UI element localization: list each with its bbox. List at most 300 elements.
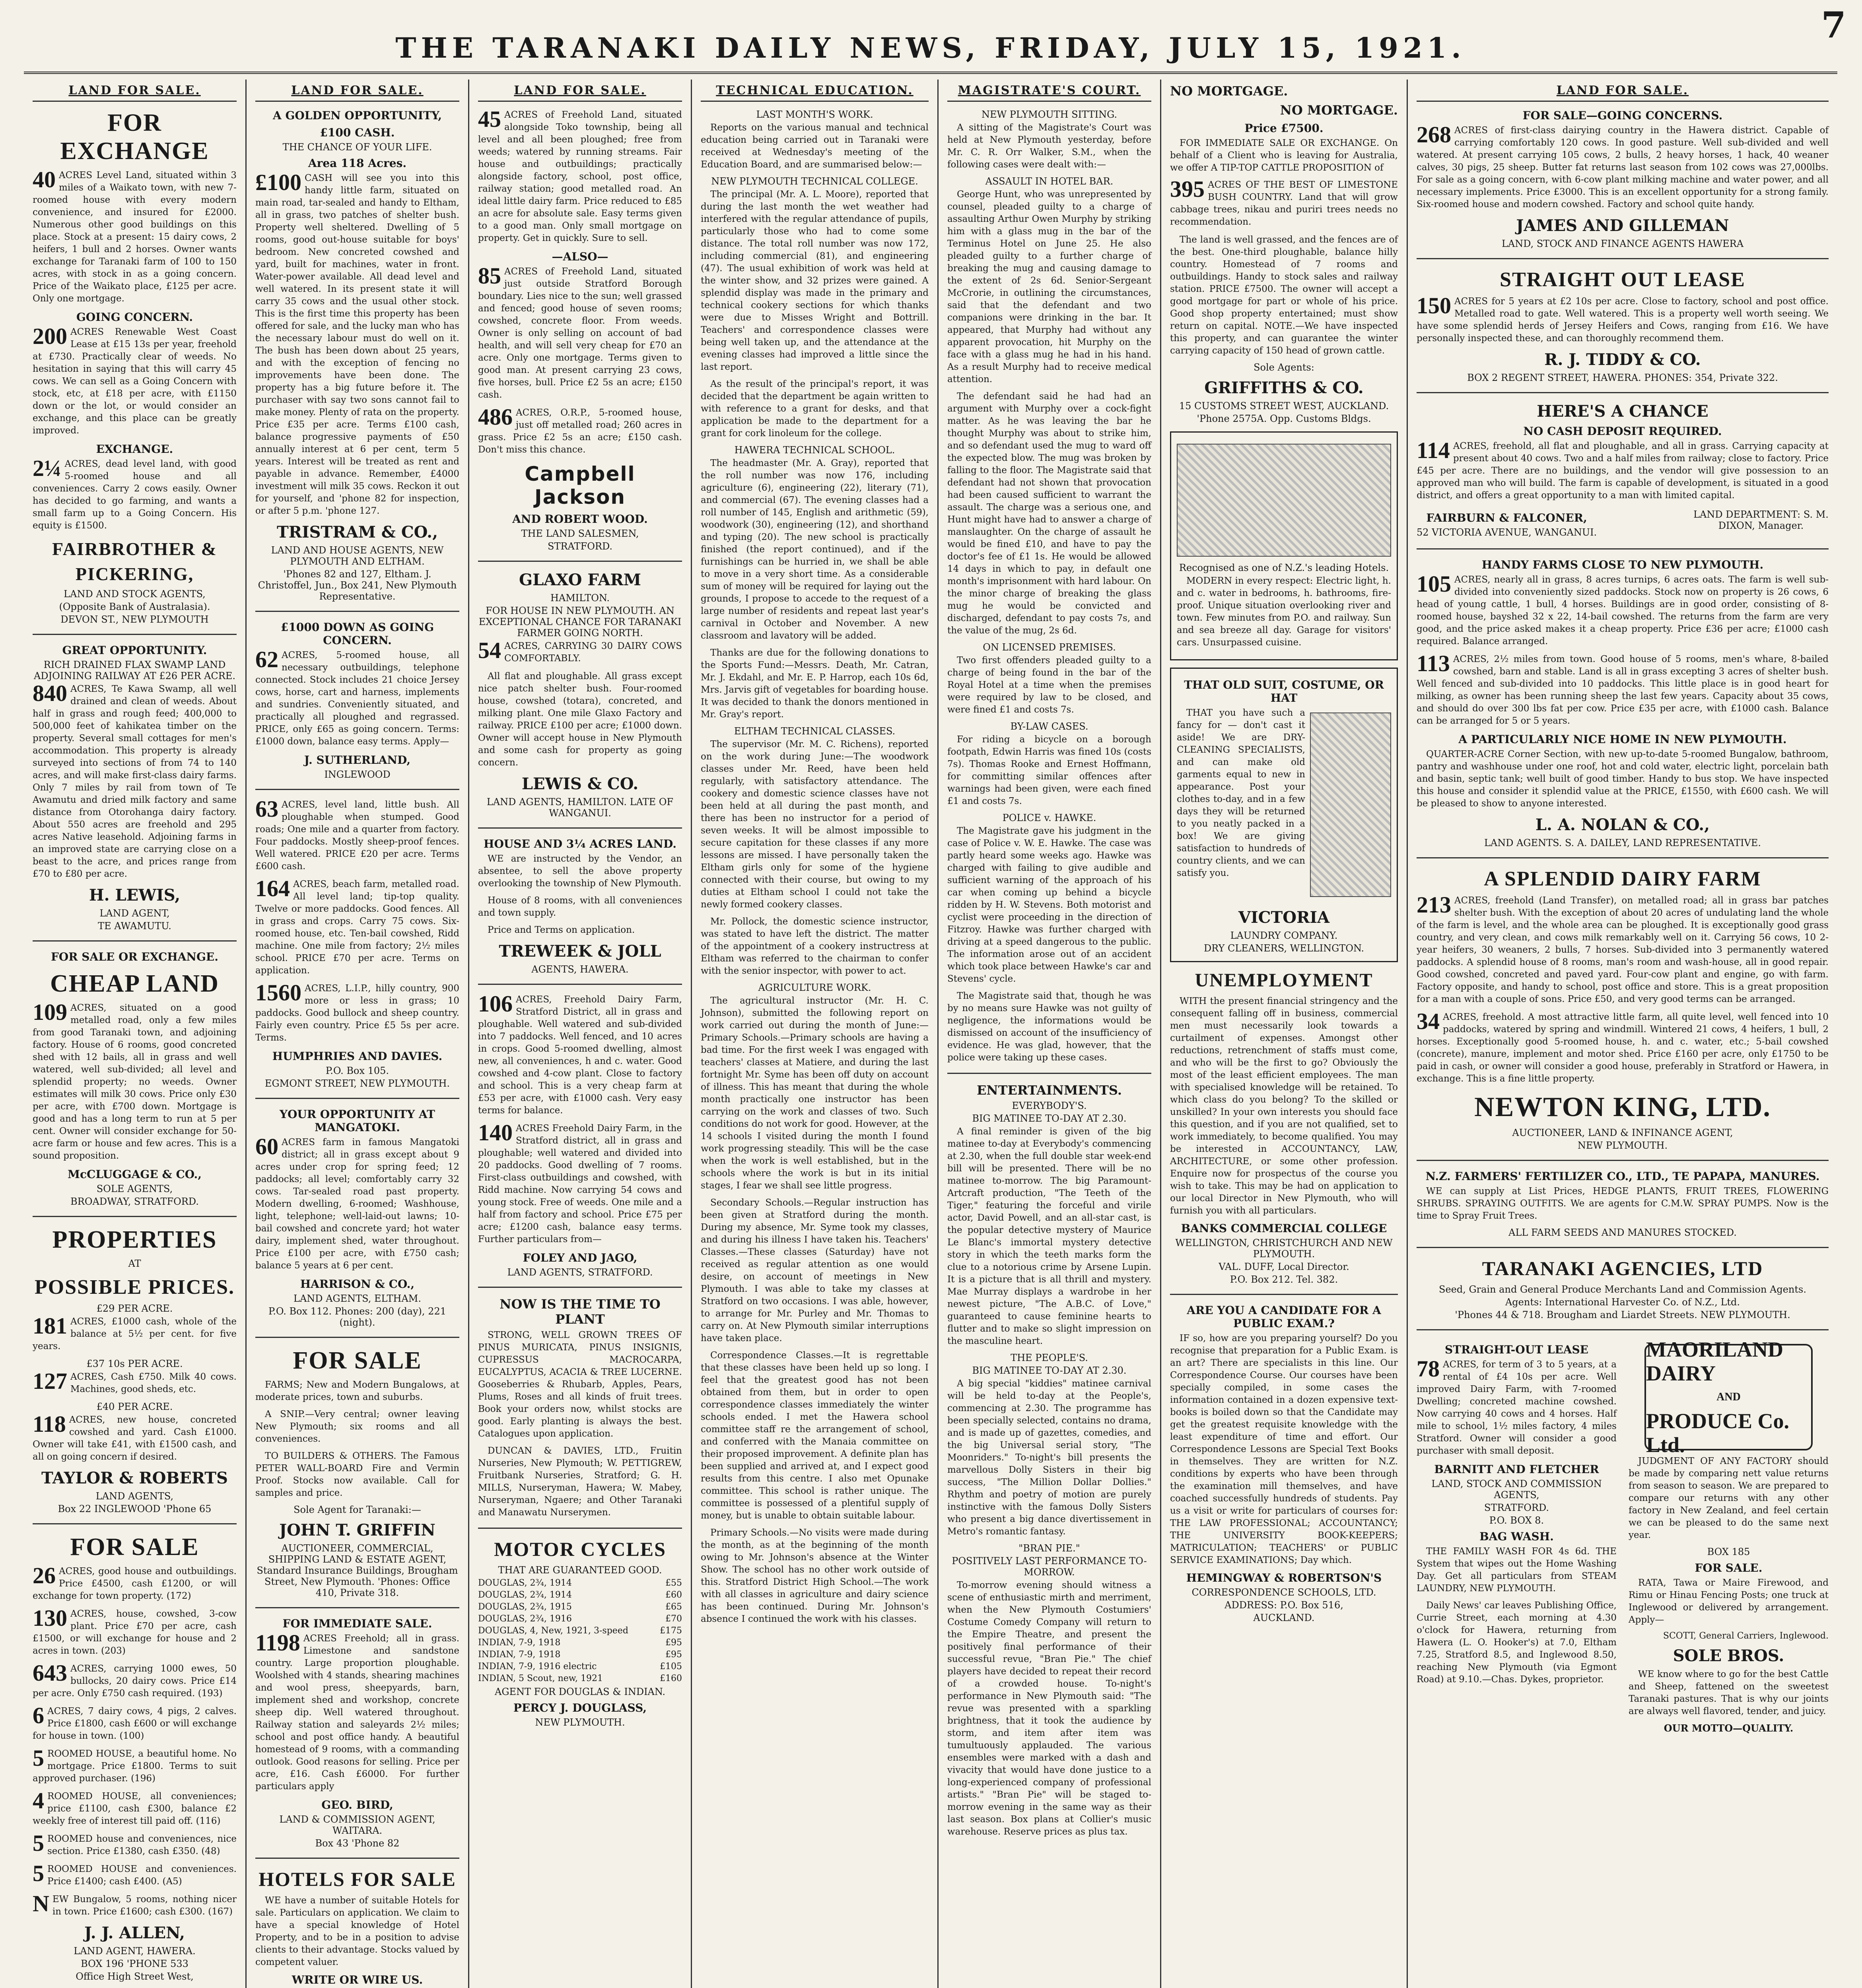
motorcycle-name: DOUGLAS, 2¾, 1916 — [478, 1614, 572, 1624]
ad-text: ACRES Freehold; all in grass. Limestone and sandstone country. Large proportion ploughable. Woolshed with 4 stands, shearing machines and wool press, sheepyards, barn, implement shed and workshop, concrete sheep dip. Well watered throughout. Railway station and saleyards 2½ miles; school and post office handy. A beautiful homestead of 9 rooms, with a commanding outlook. Good reasons for selling. Price per acre, £16. Cash £6000. For further particulars apply — [255, 1633, 459, 1792]
ad-heading: A GOLDEN OPPORTUNITY, — [272, 109, 442, 122]
ad-subheading: WRITE OR WIRE US. — [292, 1973, 423, 1986]
ad-text: THE FAMILY WASH FOR 4s 6d. THE System that wipes out the Home Washing Day. Get all particulars from STEAM LAUNDRY, NEW PLYMOUTH. — [1417, 1546, 1617, 1594]
hotel-illustration — [1177, 444, 1391, 557]
divider — [1417, 1160, 1829, 1161]
ad-subheading: THE CHANCE OF YOUR LIFE. — [282, 142, 432, 153]
ad-heading: PROPERTIES — [52, 1226, 217, 1253]
ad-heading: POSSIBLE PRICES. — [34, 1276, 235, 1299]
land-ad — [33, 680, 237, 880]
agent-subtitle: LAND AGENTS, HAMILTON. LATE OF WANGANUI. — [486, 796, 674, 819]
agent-name: SOLE BROS. — [1673, 1646, 1784, 1665]
motorcycle-name: INDIAN, 7-9, 1918 — [478, 1638, 561, 1648]
land-ad — [33, 1705, 237, 1742]
price-line: £40 PER ACRE. — [96, 1401, 173, 1412]
agent-address: Office High Street West, — [76, 1971, 194, 1982]
ad-text: ACRES, good house and outbuildings. Price £4500, cash £1200, or will exchange for town property. (172) — [33, 1566, 237, 1601]
section-head: LAND FOR SALE. — [1417, 80, 1829, 102]
page-columns — [24, 80, 1837, 1988]
ad-text: ACRES, freehold. A most attractive little farm, all quite level, well fenced into 10 paddocks, watered by spring and windmill. Wintered 21 cows, 4 heifers, 1 bull, 2 horses. Exceptionally good 5-roomed house, h. and c. water, etc.; 5-bail cowshed (concrete), manure, implement and motor shed. Price £160 per acre, only £1750 to be paid in cash, or owner will consider a good house, preferably in Stratford or Hawera, in exchange. This is a fine little property. — [1417, 1012, 1829, 1084]
agent-subtitle: LAND AGENT, — [99, 908, 170, 919]
agent-name: McCLUGGAGE & CO., — [67, 1168, 202, 1181]
land-ad — [33, 1893, 237, 1918]
agent-subtitle: Seed, Grain and General Produce Merchants Land and Commission Agents. — [1439, 1284, 1806, 1295]
ad-text: MODERN in every respect: Electric light, h. and c. water in bedrooms, h. bathrooms, fire-proof. Unique situation overlooking river and town. Few minutes from P.O. and railway. Sun and sea breeze all day. Garage for visitors' cars. Unsurpassed cuisine. — [1177, 576, 1391, 648]
ad-acreage: 150 — [1417, 293, 1451, 318]
ad-acreage: 106 — [478, 991, 513, 1017]
agent-address: BOX 2 REGENT STREET, HAWERA. PHONES: 354, Private 322. — [1467, 372, 1778, 383]
ad-acreage: 62 — [255, 646, 278, 672]
ad-acreage: 114 — [1417, 437, 1450, 463]
ad-acreage: 268 — [1417, 122, 1451, 148]
divider — [1417, 392, 1829, 393]
land-ad — [1417, 650, 1829, 727]
agent-subtitle: CORRESPONDENCE SCHOOLS, LTD. — [1191, 1587, 1376, 1598]
divider — [1417, 548, 1829, 549]
agent-address: INGLEWOOD — [324, 769, 391, 780]
ad-heading: FOR SALE — [70, 1534, 199, 1561]
motorcycle-price-list — [478, 1577, 682, 1685]
article-paragraph: Mr. Pollock, the domestic science instructor, was stated to have left the district. The matter of the appointment of a cookery instructress at Eltham was referred to the chairman to confer with the senior inspector, with power to act. — [701, 916, 929, 976]
land-ad — [33, 1660, 237, 1700]
agent-name: GRIFFITHS & CO. — [1204, 379, 1364, 397]
agent-manager: LAND DEPARTMENT: S. M. DIXON, Manager. — [1693, 509, 1829, 531]
motorcycle-name: DOUGLAS, 4, New, 1921, 3-speed — [478, 1626, 628, 1636]
land-ad — [255, 982, 459, 1044]
land-ad — [33, 1368, 237, 1396]
agent-subtitle: LAND AGENTS, ELTHAM. — [293, 1293, 421, 1304]
ad-acreage: 63 — [255, 796, 278, 822]
ad-text: WE can supply at List Prices, HEDGE PLANTS, FRUIT TREES, FLOWERING SHRUBS. SPRAYING OUTFITS. We are agents for C.M.W. SPRAY PUMPS. Now is the time to Spray Fruit Trees. — [1417, 1186, 1829, 1221]
ad-text: ACRES farm in famous Mangatoki district; all in grass except about 9 acres under crop for spring feed; 12 paddocks; all level; comfortably carry 32 cows. Tar-sealed road past property. Modern dwelling, 6-roomed; Washhouse, light, telephone; well-laid-out lawns; 10-bail cowshed and concrete yard; hot water dairy, implement shed, water throughout. Price £100 per acre, with £750 cash; balance 5 years at 6 per cent. — [255, 1137, 459, 1271]
ad-heading: THAT OLD SUIT, COSTUME, OR HAT — [1184, 678, 1384, 705]
logo-text: PRODUCE Co. Ltd. — [1646, 1409, 1789, 1457]
agent-address: 15 CUSTOMS STREET WEST, AUCKLAND. — [1179, 400, 1389, 412]
motorcycle-name: INDIAN, 7-9, 1918 — [478, 1650, 561, 1660]
price-line: £37 10s PER ACRE. — [86, 1358, 183, 1369]
divider — [255, 611, 459, 612]
ad-text: ACRES, O.R.P., 5-roomed house, just off metalled road; 260 acres in grass. Price £2 5s an acre; £150 cash. Don't miss this chance. — [478, 408, 682, 455]
ad-acreage: 164 — [255, 876, 290, 901]
agent-block — [1417, 507, 1829, 540]
divider — [255, 1098, 459, 1099]
ad-heading: CHEAP LAND — [50, 970, 219, 997]
land-ad — [478, 1122, 682, 1246]
hotel-advertisement — [1170, 431, 1398, 660]
ad-heading: FOR SALE—GOING CONCERNS. — [1522, 109, 1723, 122]
ad-heading: FOR SALE — [293, 1347, 422, 1374]
maoriland-dairy-logo — [1644, 1338, 1813, 1457]
article-headline: MAGISTRATE'S COURT. — [947, 80, 1151, 102]
ad-heading: GLAXO FARM — [519, 571, 641, 589]
ad-heading: HERE'S A CHANCE — [1537, 402, 1708, 421]
motorcycle-price: £65 — [665, 1602, 682, 1612]
ad-subheading: Area 118 Acres. — [308, 157, 407, 170]
agent-address: BROADWAY, STRATFORD. — [70, 1196, 199, 1207]
ad-subheading: HAMILTON. — [550, 592, 610, 604]
ad-subheading: NO CASH DEPOSIT REQUIRED. — [1523, 425, 1722, 438]
column-5 — [939, 80, 1161, 1988]
agent-subtitle: AND ROBERT WOOD. — [512, 513, 648, 526]
ad-heading: HANDY FARMS CLOSE TO NEW PLYMOUTH. — [1481, 558, 1764, 571]
ad-acreage: 85 — [478, 263, 501, 289]
agent-name: FAIRBROTHER & — [52, 539, 217, 559]
ad-text: ACRES, 2½ miles from town. Good house of 5 rooms, men's whare, 8-bailed cowshed, barn and stable. Land is all in grass excepting 3 acres of shelter bush. Well fenced and sub-divided into 10 paddocks. This little place is in good heart for milking, as owner has been running sheep the last few years. Capacity about 35 cows, and should do over 300 lbs fat per cow. Price £35 per acre, with £1000 cash. Balance can be arranged for 5 or 5 years. — [1417, 654, 1829, 726]
article-paragraph: A sitting of the Magistrate's Court was held at New Plymouth yesterday, before Mr. C. R. Orr Walker, S.M., when the following cases were dealt with:— — [947, 122, 1151, 170]
agent-name: TAYLOR & ROBERTS — [41, 1469, 228, 1487]
article-subhead: AGRICULTURE WORK. — [758, 982, 871, 993]
article-subhead: THE PEOPLE'S. — [1011, 1352, 1088, 1363]
article-paragraph: Correspondence Classes.—It is regrettable that these classes have been held up so long. I feel that the greatest good has not been obtained from them, but in order to open correspondence classes immediately the winter schools ended. I met the Hawera school committee staff re the arrangement of school, and conferred with the Manaia committee on their proposed improvement. A definite plan has been supplied and arrived at, and I expect good results from this centre. I also met Opunake committee. This school is rather unique. The committee is possessed of a plentiful supply of money, but is unable to obtain suitable labour. — [701, 1350, 929, 1521]
ad-text: ACRES, freehold (Land Transfer), on metalled road; all in grass bar patches shelter bush. With the exception of about 20 acres of undulating land the whole of the farm is level, and the whole area can be ploughed. It is exceptionally good grass country, and very clean, and cows milk remarkably well on it. Carrying 56 cows, 10 2-year heifers, 30 weaners, 2 bulls, 7 horses. Sub-divided into 3 permanently watered paddocks. A splendid house of 8 rooms, man's room and wash-house, all in good repair. Good cowshed, concreted and paved yard. Four-cow plant and engine, go with farm. Factory opposite, and handy to school, post office and store. This is a great proposition for a man with a couple of sons. Price £50, and very good terms can be arranged. — [1417, 895, 1829, 1004]
agent-name: J. SUTHERLAND, — [304, 753, 411, 767]
motorcycle-name: INDIAN, 5 Scout, new, 1921 — [478, 1673, 603, 1683]
agent-address: BOX 196 'PHONE 533 — [81, 1958, 189, 1969]
article-paragraph: As the result of the principal's report, it was decided that the department be again written to with reference to a grant for desks, and that application be made to the department for a grant for cork linoleum for the college. — [701, 379, 929, 439]
land-ad — [255, 1136, 459, 1272]
agent-name: PICKERING, — [75, 564, 194, 584]
ad-text: The land is well grassed, and the fences are of the best. One-third ploughable, balance hilly country. Homestead of 7 rooms and outbuildings. Handy to stock sales and railway station. PRICE £7500. The owner will accept a good mortgage for part or whole of his price. Good shop property entertained; must show return on capital. NOTE.—We have inspected this property, and can guarantee the winter carrying capacity of 150 head of grown cattle. — [1170, 235, 1398, 356]
agent-name: TREWEEK & JOLL — [499, 942, 661, 961]
ad-text: ACRES, situated on a good metalled road, only a few miles from good Taranaki town, and adjoining factory. House of 6 rooms, good concreted shed with 12 bails, all in grass and well watered, well sub-divided; all level and splendid property; no weeds. Owner estimates will milk 30 cows. Price only £30 per acre, with £700 down. Mortgage is good and has a long term to run at 5 per cent. Owner will consider exchange for 50-acre farm or house and few acres. This is a sound proposition. — [33, 1003, 237, 1161]
article-paragraph: Two first offenders pleaded guilty to a charge of being found in the bar of the Royal Hotel at a time when the premises were required by law to be closed, and were fined £1 and costs 7s. — [947, 655, 1151, 715]
ad-text: ROOMED HOUSE and conveniences. Price £1400; cash £400. (A5) — [47, 1864, 237, 1887]
ad-text: ACRES, new house, concreted cowshed and yard. Cash £1000. Owner will take £41, with £1500 cash, and all on going concern if desired. — [33, 1415, 237, 1462]
article-paragraph: The headmaster (Mr. A. Gray), reported that the roll number was now 176, including agriculture (6), engineering (22), literary (71), and commercial (67). The evening classes had a roll number of 145, English and arithmetic (59), woodwork (30), engineering (12), and shorthand and typing (20). The new school is practically finished (the report continued), and if the furnishings can be hurried in, we shall be able to move in a very short time. As a considerable sum of money will be required for laying out the grounds, I propose to accede to the request of a large number of residents and repeat last year's carnival in October and November. A new classroom and lavatory will be added. — [701, 458, 929, 641]
ad-text: ACRES OF THE BEST OF LIMESTONE BUSH COUNTRY. Land that will grow cabbage trees, nikau and puriri trees needs no recommendation. — [1170, 180, 1398, 227]
divider — [33, 1523, 237, 1524]
article-paragraph: To-morrow evening should witness a scene of enthusiastic mirth and merriment, when the New Plymouth Costumiers' Costume Comedy Company will return to the Empire Theatre, and present the positively final performance of their successful revue, "Bran Pie." The chief players have decided to repeat their record of a crowded house. To-night's performance in New Plymouth said: "The revue was presented with a sparkling brightness, that it took the audience by storm, and item after item was tumultuously applauded. The various ensembles were marked with a dash and vivacity that would have done justice to a long-experienced company of professional artists." "Bran Pie" will be staged to-morrow evening in the same way as their last season. Box plans at Collier's music warehouse. Reserve prices as plus tax. — [947, 1580, 1151, 1837]
article-subhead: BIG MATINEE TO-DAY AT 2.30. — [972, 1113, 1127, 1124]
article-paragraph: The agricultural instructor (Mr. H. C. Johnson), submitted the following report on work carried out during the month of June:—Primary Schools.—Primary schools are having a bad time. For the first week I was engaged with teachers' classes at Matiere, and during the last fortnight Mr. Syme has been off duty on account of illness. This has meant that during the whole month practically one instructor has been carrying on the work and classes of two. Such conditions do not work for good. However, at the 14 schools I visited during the month I found work progressing steadily. This will be the case when the work is well established, but in the schools where the work is but in its initial stages, I fear we shall see little progress. — [701, 996, 929, 1191]
article-subhead: LAST MONTH'S WORK. — [756, 109, 873, 120]
ad-text: JUDGMENT OF ANY FACTORY should be made by comparing nett value returns from season to season. We are prepared to compare our returns with any other factory in New Zealand, and feel certain we can be pleased to do the same next year. — [1629, 1456, 1829, 1540]
ad-acreage: 395 — [1170, 176, 1205, 202]
ad-text: ACRES, carrying 1000 ewes, 50 bullocks, 20 dairy cows. Price £14 per acre. Only £750 cash required. (193) — [33, 1664, 237, 1699]
motorcycle-row — [478, 1673, 682, 1685]
land-ad — [1417, 892, 1829, 1006]
ad-text: ACRES, CARRYING 30 DAIRY COWS COMFORTABLY. — [504, 641, 682, 664]
ad-subheading: GREAT OPPORTUNITY. — [62, 644, 207, 657]
agent-address: 'Phone 2575A. Opp. Customs Bldgs. — [1197, 413, 1371, 424]
bottom-ads-grid — [1417, 1339, 1829, 1736]
ad-acreage: 200 — [33, 323, 67, 349]
article-paragraph: The defendant said he had had an argument with Murphy over a cock-fight matter. As he was leaving the bar he thought Murphy was about to strike him, and so defendant used the mug to ward off the expected blow. The mug was broken by falling to the floor. The Magistrate said that defendant had not shown that provocation had been caused sufficient to warrant the assault. The charge was a serious one, and Hunt might have had to answer a charge of manslaughter. On the charge of assault he would be fined £10, and have to pay the doctor's fee of £1 1s. He would be allowed 14 days in which to pay, in default one month's imprisonment with hard labour. On the minor charge of breaking the glass mug he would be convicted and discharged, defendant to pay costs 7s, and the value of the mug, 2s 6d. — [947, 391, 1151, 636]
laundry-advertisement — [1170, 668, 1398, 962]
motorcycle-price: £105 — [660, 1662, 682, 1672]
divider — [1417, 857, 1829, 858]
article-paragraph: A big special "kiddies" matinee carnival will be held to-day at the People's, commencing at 2.30. The programme has been specially selected, contains no drama, and is made up of gazettes, comedies, and the big Universal serial story, "The Moonriders." To-night's bill presents the marvellous Dolly Sisters in their big success, "The Million Dollar Dollies." Rhythm and poetry of motion are purely instinctive with the famous Dolly Sisters who present a big dance divertissement in Metro's romantic fantasy. — [947, 1378, 1151, 1537]
masthead — [24, 24, 1837, 74]
article-paragraph: A final reminder is given of the big matinee to-day at Everybody's commencing at 2.30, when the full double star week-end bill will be presented. There will be no matinee to-morrow. The big Paramount-Artcraft production, "The Teeth of the Tiger," featuring the forceful and virile actor, David Powell, and an all-star cast, is the popular detective mystery of Maurice Le Blanc's immortal mystery detective story in which the teeth marks form the clue to a notorious crime by Arsene Lupin. It is a picture that is all thrill and mystery. Mae Murray displays a wardrobe in her newest picture, "The A.B.C. of Love," guaranteed to cause feminine hearts to flutter and to make so slight impression on the masculine heart. — [947, 1126, 1151, 1346]
ad-acreage: 113 — [1417, 650, 1450, 676]
motorcycle-row — [478, 1589, 682, 1601]
divider — [1417, 1329, 1829, 1330]
ad-acreage: 45 — [478, 106, 501, 132]
logo-text: MAORILAND DAIRY — [1646, 1338, 1783, 1385]
land-ad — [478, 263, 682, 401]
ad-subheading: GOING CONCERN. — [76, 311, 193, 324]
agent-subtitle: LAND AGENTS, STRATFORD. — [507, 1267, 653, 1278]
ad-text: House of 8 rooms, with all conveniences and town supply. — [478, 895, 682, 918]
land-ad — [33, 1605, 237, 1657]
agent-name: GEO. BIRD, — [321, 1798, 393, 1811]
land-ad — [33, 999, 237, 1162]
ad-heading: UNEMPLOYMENT — [1195, 970, 1373, 991]
column-1 — [24, 80, 247, 1988]
article-subhead: BIG MATINEE TO-DAY AT 2.30. — [972, 1365, 1127, 1376]
article-paragraph: The Magistrate said that, though he was by no means sure Hawke was not guilty of negligence, the informations would be dismissed on account of the insufficiency of evidence. He was glad, however, that the police were taking up these cases. — [947, 991, 1151, 1063]
ad-text: WE are instructed by the Vendor, an absentee, to sell the above property overlooking the township of New Plymouth. — [478, 854, 682, 889]
motorcycle-name: DOUGLAS, 2¾, 1914 — [478, 1590, 572, 1600]
agent-name: FOLEY AND JAGO, — [523, 1251, 638, 1264]
motorcycle-row — [478, 1649, 682, 1661]
land-ad — [478, 404, 682, 456]
ad-acreage: 127 — [33, 1368, 67, 1394]
ad-heading: £1000 DOWN AS GOING CONCERN. — [280, 621, 434, 647]
motorcycle-price: £55 — [665, 1578, 682, 1588]
motorcycle-name: DOUGLAS, 2¾, 1914 — [478, 1578, 572, 1588]
ad-acreage: 6 — [33, 1703, 44, 1728]
ad-text: ACRES Freehold Dairy Farm, in the Stratford district, all in grass and ploughable; well watered and divided into 20 paddocks. Good dwelling of 7 rooms. First-class outbuildings and cowshed, with Ridd machine. Now carrying 54 cows and young stock. Free of weeds. One mile and a half from factory and school. Price £75 per acre; £1200 cash, balance easy terms. Further particulars from— — [478, 1123, 682, 1244]
land-ad — [478, 106, 682, 245]
motorcycle-row — [478, 1625, 682, 1637]
ad-text: A SNIP.—Very central; owner leaving New Plymouth; six rooms and all conveniences. — [255, 1409, 459, 1444]
ad-heading: ARE YOU A CANDIDATE FOR A PUBLIC EXAM.? — [1187, 1304, 1381, 1330]
ad-text: ROOMED house and conveniences, nice section. Price £1380, cash £350. (48) — [47, 1834, 237, 1856]
ad-text: IF so, how are you preparing yourself? Do you recognise that preparation for a Public Exam. is an art? There are specialists in this line. Our Correspondence Course. Our courses have been specially compiled, in some cases the information contained in a dozen expensive text-books is boiled down so that the Candidate may get the greatest requisite knowledge with the least expenditure of time and effort. Our Correspondence Lessons are Special Text Books in themselves. They are written for N.Z. conditions by experts who have been through the examination mill themselves, and have coached successfully hundreds of students. Pay us a visit or write for particulars of courses for: THE LAW PROFESSIONAL; ACCOUNTANCY; THE UNIVERSITY BOOK-KEEPERS; MATRICULATION; TEACHERS' or PUBLIC SERVICE EXAMINATIONS; Day which. — [1170, 1333, 1398, 1565]
agent-left — [1417, 507, 1597, 540]
article-paragraph: The supervisor (Mr. M. C. Richens), reported on the work during June:—The woodwork classes under Mr. Reed, have been held regularly, with satisfactory attendance. The cookery and domestic science classes have not been held at all during the past month, and there has been no instructor for a period of seven weeks. It will be almost impossible to secure capitation for these classes if any more lessons are missed. I have personally taken the Eltham girls only for some of the hygiene connected with their course, but owing to my duties at Eltham school I could not take the newly formed cookery classes. — [701, 739, 929, 910]
divider — [255, 1858, 459, 1859]
agent-name: J. J. ALLEN, — [84, 1924, 185, 1942]
article-paragraph: George Hunt, who was unrepresented by counsel, pleaded guilty to a charge of assaulting Arthur Owen Murphy by striking him with a glass mug in the bar of the Terminus Hotel on June 25. He also pleaded guilty to a further charge of breaking the mug and causing damage to the extent of 2s 6d. Senior-Sergeant McCrorie, in outlining the circumstances, said that the defendant and two companions were drinking in the bar. It appeared, that Murphy had without any apparent provocation, hit Murphy on the face with a glass mug he had in his hand. As a result Murphy had to receive medical attention. — [947, 189, 1151, 384]
masthead-title: THE TARANAKI DAILY NEWS, FRIDAY, JULY 15, 1921. — [395, 31, 1466, 64]
ad-text: ACRES, Te Kawa Swamp, all well drained and clean of weeds. About half in grass and rough feed; 400,000 to 500,000 feet of kahikatea timber on the property. Several small cottages for men's accommodation. This property is already surveyed into sections of from 74 to 140 acres, and will make first-class dairy farms. Only 7 miles by rail from town of Te Awamutu and dried milk factory and same distance from Otorohanga dairy factory. About 550 acres are freehold and 295 acres Native leasehold. Adjoining farms in an improved state are carrying close on a beast to the acre, and prices range from £70 to £80 per acre. — [33, 684, 237, 879]
land-ad — [255, 796, 459, 873]
ad-subheading: —ALSO— — [552, 250, 608, 263]
price-line: Price £7500. — [1244, 122, 1324, 135]
ad-text: ACRES of Freehold Land, situated just outside Stratford Borough boundary. Lies nice to the sun; well grassed and fenced; good house of seven rooms; cowshed, concrete floor. From weeds. Owner is only selling on account of bad health, and will sell very cheap for £70 an acre. Only one mortgage. Terms given to good man. At present carrying 23 cows, five horses, bull. Price £2 5s an acre; £150 cash. — [478, 266, 682, 400]
ad-acreage: 60 — [255, 1134, 278, 1159]
article-subhead: HAWERA TECHNICAL SCHOOL. — [734, 445, 895, 456]
ad-acreage: 643 — [33, 1660, 67, 1686]
divider — [33, 634, 237, 635]
divider — [478, 561, 682, 562]
ad-subheading: AT — [128, 1258, 141, 1269]
agent-address: P.O. Box 105. — [325, 1065, 389, 1076]
agent-address: Box 43 'Phone 82 — [315, 1838, 400, 1849]
agent-address: P.O. Box 212. Tel. 382. — [1230, 1274, 1338, 1285]
agent-address: DRY CLEANERS, WELLINGTON. — [1203, 943, 1364, 954]
ad-acreage: 486 — [478, 404, 513, 430]
ad-text: ACRES, level land, little bush. All ploughable when stumped. Good roads; One mile and a quarter from factory. Four paddocks. Mostly sheep-proof fences. Well watered. PRICE £20 per acre. Terms £600 cash. — [255, 800, 459, 872]
land-ad — [1417, 1008, 1829, 1085]
ad-subheading: A PARTICULARLY NICE HOME IN NEW PLYMOUTH. — [1458, 733, 1787, 746]
divider — [1417, 1247, 1829, 1248]
divider — [947, 1073, 1151, 1074]
agent-subtitle: LAND AND HOUSE AGENTS, NEW PLYMOUTH AND ELTHAM. — [271, 545, 444, 567]
motorcycle-price: £95 — [665, 1638, 682, 1648]
ad-text: FARMS; New and Modern Bungalows, at moderate prices, town and suburbs. — [255, 1380, 459, 1402]
agent-name: BANKS COMMERCIAL COLLEGE — [1181, 1222, 1387, 1235]
ad-acreage: 26 — [33, 1563, 56, 1588]
motorcycle-price: £175 — [660, 1626, 682, 1636]
ad-heading: FOR SALE. — [1695, 1561, 1763, 1574]
ad-text: TO BUILDERS & OTHERS. The Famous PETER WALL-BOARD Fire and Vermin Proof. Stocks now available. Call for samples and price. — [255, 1451, 459, 1498]
article-subhead: POSITIVELY LAST PERFORMANCE TO-MORROW. — [952, 1555, 1147, 1578]
ad-acreage: N — [33, 1891, 49, 1916]
price-line: £29 PER ACRE. — [96, 1303, 173, 1314]
agent-name: JAMES AND GILLEMAN — [1516, 216, 1729, 235]
ad-text: ACRES, Cash £750. Milk 40 cows. Machines, good sheds, etc. — [70, 1372, 237, 1394]
ad-heading: FOR EXCHANGE — [60, 109, 209, 165]
land-ad — [1417, 1356, 1617, 1457]
divider — [33, 1216, 237, 1217]
land-ad — [255, 646, 459, 748]
section-head: LAND FOR SALE. — [33, 80, 237, 102]
motorcycle-price: £60 — [665, 1590, 682, 1600]
agent-address: 'Phones 82 and 127, Eltham. J. Christoffel, Jun., Box 241, New Plymouth Representative. — [258, 569, 457, 602]
agent-address: EGMONT STREET, NEW PLYMOUTH. — [264, 1078, 450, 1089]
ad-text: DUNCAN & DAVIES, LTD., Fruitin Nurseries, New Plymouth; W. PETTIGREW, Fruitbank Nurseries, Stratford; G. H. MILLS, Nurseryman, Hawera; W. Mabey, Nurseryman, Ngaere; and Other Taranaki and Manawatu Nurserymen. — [478, 1446, 682, 1518]
land-ad — [1417, 571, 1829, 648]
agent-name: SCOTT, General Carriers, Inglewood. — [1663, 1631, 1829, 1641]
land-ad — [478, 637, 682, 665]
ad-subheading: THAT ARE GUARANTEED GOOD. — [498, 1565, 662, 1576]
agent-name: TRISTRAM & CO., — [276, 523, 438, 542]
motorcycle-row — [478, 1637, 682, 1649]
agent-subtitle: LAUNDRY COMPANY. — [1230, 930, 1338, 941]
ad-heading: MOTOR CYCLES — [494, 1538, 666, 1560]
agent-name: TARANAKI AGENCIES, LTD — [1482, 1257, 1763, 1279]
ad-acreage: 109 — [33, 999, 67, 1025]
agent-subtitle: THE LAND SALESMEN, — [521, 528, 639, 539]
column-4 — [692, 80, 939, 1988]
article-subhead: POLICE v. HAWKE. — [1002, 812, 1096, 823]
agent-name: R. J. TIDDY & CO. — [1544, 350, 1701, 369]
gentleman-illustration — [1310, 712, 1391, 897]
agent-address: P.O. Box 112. Phones: 200 (day), 221 (night). — [268, 1306, 446, 1328]
ad-acreage: 2¼ — [33, 455, 62, 481]
ad-text: ACRES, 5-roomed house, all necessary outbuildings, telephone connected. Stock includes 21 choice Jersey cows, horse, cart and harness, implements and sundries. Conveniently situated, and practically all ploughed and regrassed. PRICE, only £65 as going concern. Terms: £1000 down, balance easy terms. Apply— — [255, 650, 459, 747]
column-3 — [469, 80, 692, 1988]
bottom-ads-right — [1629, 1339, 1829, 1736]
ad-text: WE know where to go for the best Cattle and Sheep, fattened on the sweetest Taranaki pastures. That is why our joints are always well flavored, tender, and juicy. — [1629, 1669, 1829, 1716]
article-headline: TECHNICAL EDUCATION. — [701, 80, 929, 102]
agent-name: Campbell Jackson — [525, 462, 636, 509]
ad-subheading: FOR HOUSE IN NEW PLYMOUTH. AN EXCEPTIONAL CHANCE FOR TARANAKI FARMER GOING NORTH. — [478, 605, 682, 639]
agent-name: JOHN T. GRIFFIN — [279, 1521, 435, 1540]
agent-address: DEVON ST., NEW PLYMOUTH — [60, 614, 209, 625]
land-ad — [33, 1860, 237, 1888]
agent-address: ADDRESS: P.O. Box 516, — [1224, 1600, 1343, 1611]
ad-acreage: £100 — [255, 169, 301, 195]
ad-subheading: AGENT FOR DOUGLAS & INDIAN. — [495, 1686, 665, 1697]
agent-subtitle: LAND AND STOCK AGENTS, — [64, 588, 206, 600]
ad-acreage: 1560 — [255, 980, 301, 1006]
motorcycle-row — [478, 1577, 682, 1589]
ad-acreage: 34 — [1417, 1008, 1440, 1034]
agent-subtitle: AUCTIONEER, LAND & INFINANCE AGENT, — [1512, 1127, 1733, 1138]
motorcycle-name: DOUGLAS, 2¾, 1915 — [478, 1602, 572, 1612]
column-6 — [1161, 80, 1408, 1988]
article-paragraph: Primary Schools.—No visits were made during the month, as at the beginning of the month owing to Mr. Johnson's absence at the Winter Show. The school has no other work outside of this. Stratford District High School.—The work with all classes in agriculture and dairy science has been continued. During Mr. Johnson's absence I continued the work with his classes. — [701, 1528, 929, 1624]
motorcycle-name: INDIAN, 7-9, 1916 electric — [478, 1662, 597, 1672]
ad-heading: N.Z. FARMERS' FERTILIZER CO., LTD., TE PAPAPA, MANURES. — [1425, 1170, 1820, 1183]
hotel-caption: Recognised as one of N.Z.'s leading Hotels. — [1179, 562, 1389, 573]
bottom-ads-left — [1417, 1339, 1617, 1736]
agent-name: NEWTON KING, LTD. — [1474, 1092, 1771, 1122]
ad-text: ROOMED HOUSE, a beautiful home. No mortgage. Price £1800. Terms to suit approved purchaser. (196) — [33, 1749, 237, 1784]
land-ad — [33, 169, 237, 305]
ad-acreage: 213 — [1417, 892, 1451, 918]
ad-heading: NOW IS THE TIME TO PLANT — [500, 1297, 661, 1327]
divider — [33, 940, 237, 942]
motorcycle-row — [478, 1601, 682, 1613]
agent-name: HUMPHRIES AND DAVIES. — [272, 1050, 443, 1063]
article-subhead: ON LICENSED PREMISES. — [983, 642, 1116, 653]
ad-text: ACRES, nearly all in grass, 8 acres turnips, 6 acres oats. The farm is well sub-divided into conveniently sized paddocks. Stock now on property is 26 cows, 6 head of young cattle, 1 bull, 4 horses. Buildings are in good order, consisting of 8-roomed house, bayshed 32 x 22, 14-bail cowshed. The returns from the farm are very good, and the price asked makes it a cheap property. Price £36 per acre; £1000 cash required. Balance arranged. — [1417, 575, 1829, 646]
motorcycle-row — [478, 1661, 682, 1673]
agent-name: LEWIS & CO. — [521, 775, 639, 793]
agent-name: PERCY J. DOUGLASS, — [513, 1701, 647, 1714]
agent-subtitle: LAND, STOCK AND COMMISSION AGENTS, — [1431, 1478, 1602, 1501]
agent-subtitle: LAND, STOCK AND FINANCE AGENTS HAWERA — [1501, 238, 1744, 249]
ad-acreage: 105 — [1417, 571, 1451, 597]
agent-subtitle: VAL. DUFF, Local Director. — [1219, 1261, 1349, 1272]
agent-name: VICTORIA — [1238, 908, 1330, 927]
ad-text: ACRES, beach farm, metalled road. All level land; tip-top quality. Twelve or more paddocks. Good fences. All in grass and crops. Carry 75 cows. Six-roomed house, etc. Ten-bail cowshed, Ridd machine. One mile from factory; 2½ miles school. PRICE £70 per acre. Terms on application. — [255, 879, 459, 976]
agent-name: L. A. NOLAN & CO., — [1535, 815, 1710, 834]
ad-subheading: RICH DRAINED FLAX SWAMP LAND ADJOINING RAILWAY AT £26 PER ACRE. — [33, 659, 236, 681]
land-ad — [1417, 124, 1829, 211]
ad-text: FOR IMMEDIATE SALE OR EXCHANGE. On behalf of a Client who is leaving for Australia, we offer A TIP-TOP CATTLE PROPOSITION of — [1170, 138, 1398, 173]
ad-acreage: 130 — [33, 1605, 67, 1631]
land-ad — [1417, 437, 1829, 502]
land-ad — [255, 169, 459, 517]
article-paragraph: The Magistrate gave his judgment in the case of Police v. W. E. Hawke. The case was partly heard some weeks ago. Hawke was charged with failing to give audible and sufficient warning of the approach of his car when coming up behind a bicycle ridden by H. W. Stevens. Both motorist and cyclist were proceeding in the direction of Fitzroy. Hawke was further charged with driving at a speed dangerous to the public. The information arose out of an accident which took place between Hawke's car and Stevens' cycle. — [947, 826, 1151, 984]
agent-address: STRATFORD. — [548, 541, 612, 552]
agent-address: AUCKLAND. — [1253, 1612, 1315, 1623]
ad-acreage: 140 — [478, 1120, 513, 1145]
land-ad — [1417, 295, 1829, 345]
land-ad — [33, 1565, 237, 1602]
ad-text: WE have a number of suitable Hotels for sale. Particulars on application. We claim to have a special knowledge of Hotel Property, and to be in a position to advise clients to their advantage. Stocks valued by competent valuer. — [255, 1895, 459, 1967]
article-subhead: NEW PLYMOUTH SITTING. — [981, 109, 1118, 120]
ad-text: ACRES, £1000 cash, whole of the balance at 5½ per cent. for five years. — [33, 1316, 237, 1351]
ad-text: CASH will see you into this handy little farm, situated on main road, tar-sealed and handy to Eltham, all in grass, two patches of shelter bush. Property well sheltered. Dwelling of 5 rooms, good out-house suitable for boys' bedroom. New concreted cowshed and yard, built for machines, water in front. Water-power available. All dead level and well watered. In its present state it will carry 35 cows and the usual other stock. This is the first time this property has been offered for sale, and the lucky man who has the necessary labour must do well on it. The bush has been down about 25 years, and with the exception of fencing no improvements have been done. The property has a big future before it. The purchaser with say two sons cannot fail to make money. Plenty of rata on the property. Price £35 per acre. Terms £100 cash, balance progressive payments of £50 annually interest at 6 per cent, term 5 years. Interest will be treated as rent and payable in advance. Remember, £4000 investment will milk 35 cows. Reckon it out for yourself, and 'phone 82 for inspection, or after 5 p.m. 'phone 127. — [255, 173, 459, 516]
ad-acreage: 5 — [33, 1830, 44, 1856]
ad-text: RATA, Tawa or Maire Firewood, and Rimu or Hinau Fencing Posts; one truck at Inglewood or delivered by arrangement. Apply— — [1629, 1578, 1829, 1625]
ad-heading: NO MORTGAGE. — [1170, 83, 1288, 99]
ad-text: ACRES of first-class dairying country in the Hawera district. Capable of carrying comfortably 120 cows. In good pasture. Well sub-divided and well watered. At present carrying 105 cows, 2 bulls, 2 heavy horses, 1 hack, 40 weaner calves, 30 pigs, 25 sheep. Butter fat returns last season from 102 cows was 27,000lbs. For sale as a going concern, with 6-cow plant milking machine and water power, and all necessary implements. Price £3000. This is an excellent opportunity for a strong family. Six-roomed house and modern cowshed. Factory and school quite handy. — [1417, 125, 1829, 210]
article-subhead: NEW PLYMOUTH TECHNICAL COLLEGE. — [711, 176, 918, 187]
article-paragraph: Reports on the various manual and technical education being carried out in Taranaki were received at Wednesday's meeting of the Education Board, and are summarised below:— — [701, 122, 929, 170]
ad-acreage: 181 — [33, 1313, 67, 1339]
section-head: LAND FOR SALE. — [478, 80, 682, 102]
agent-name: FAIRBURN & FALCONER, — [1426, 511, 1587, 524]
ad-heading: YOUR OPPORTUNITY AT MANGATOKI. — [279, 1108, 435, 1134]
land-ad — [33, 1830, 237, 1858]
ad-text: ACRES of Freehold Land, situated alongside Toko township, being all level and all been ploughed; free from weeds; watered by running streams. Fair house and outbuildings; practically alongside factory, school, post office, railway station; good metalled road. An ideal little dairy farm. Price reduced to £85 an acre for absolute sale. Easy terms given to a good man. Only small mortgage on property. Get in quickly. Sure to sell. — [478, 110, 682, 243]
agent-name: BARNITT AND FLETCHER — [1434, 1463, 1599, 1476]
article-paragraph: The principal (Mr. A. L. Moore), reported that during the last month the wet weather had interfered with the regular attendance of pupils, particularly those who had to come some distance. The total roll number was now 172, including commercial (81), and engineering (47). The usual exhibition of work was held at the winter show, and 32 prizes were gained. A splendid display was made in the primary and technical cookery sections for which thanks were due to Misses Wright and Bottrill. Teachers' and correspondence classes were being well taken up, and the attendance at the evening classes had improved a little since the last report. — [701, 189, 929, 372]
ad-acreage: 5 — [33, 1745, 44, 1771]
article-paragraph: Secondary Schools.—Regular instruction has been given at Stratford during the month. During my absence, Mr. Syme took my classes, and during his illness I have taken his. Teachers' Classes.—These classes (Saturday) have not received as regular attention as one would desire, on account of meetings in New Plymouth. I was able to take my classes at Stratford on two occasions. I was able, however, to arrange for Mr. Purley and Mr. Thomas to carry on. At New Plymouth similar interruptions have taken place. — [701, 1198, 929, 1343]
ad-subheading: Sole Agent for Taranaki:— — [293, 1504, 421, 1515]
ad-text: ROOMED HOUSE, all conveniences; price £1100, cash £300, balance £2 weekly free of interest till paid off. (116) — [33, 1791, 237, 1826]
